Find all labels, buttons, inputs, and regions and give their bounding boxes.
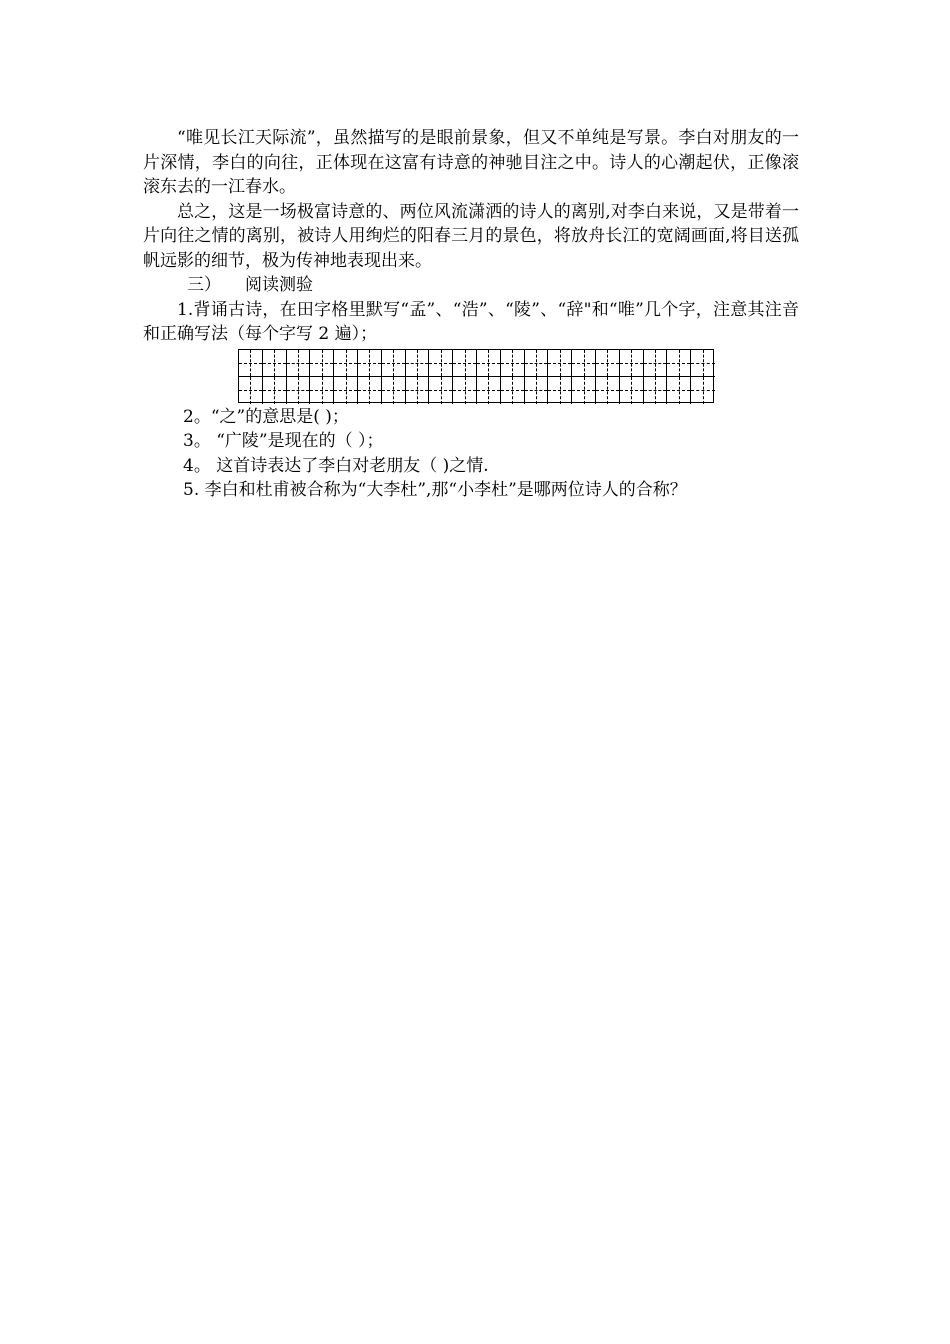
tianzige-cell	[525, 350, 549, 377]
tianzige-cell	[572, 377, 596, 404]
question-3: 3。 “广陵”是现在的（ ）；	[183, 431, 384, 451]
question-2: 2。“之”的意思是( )；	[183, 406, 349, 427]
tianzige-cell	[358, 350, 382, 377]
tianzige-cell	[406, 350, 430, 377]
tianzige-cell	[477, 350, 501, 377]
tianzige-cell	[525, 377, 549, 404]
tianzige-cell	[334, 350, 358, 377]
tianzige-cell	[548, 377, 572, 404]
tianzige-cell	[382, 377, 406, 404]
tianzige-cell	[620, 350, 644, 377]
tianzige-cell	[287, 350, 311, 377]
tianzige-cell	[667, 377, 691, 404]
question-4: 4。 这首诗表达了李白对老朋友（ )之情.	[183, 455, 489, 476]
tianzige-cell	[429, 377, 453, 404]
tianzige-cell	[358, 377, 382, 404]
tianzige-cell	[691, 350, 715, 377]
section-title: 阅读测验	[245, 275, 313, 295]
tianzige-cell	[477, 377, 501, 404]
tianzige-cell	[287, 377, 311, 404]
tianzige-cell	[691, 377, 715, 404]
tianzige-cell	[572, 350, 596, 377]
tianzige-cell	[263, 377, 287, 404]
tianzige-cell	[620, 377, 644, 404]
tianzige-cell	[548, 350, 572, 377]
tianzige-cell	[501, 377, 525, 404]
tianzige-grid-wrapper	[238, 349, 714, 403]
section-heading	[143, 273, 799, 298]
tianzige-cell	[596, 377, 620, 404]
tianzige-cell	[310, 350, 334, 377]
tianzige-cell	[596, 350, 620, 377]
tianzige-cell	[382, 350, 406, 377]
paragraph-2: 总之，这是一场极富诗意的、两位风流潇洒的诗人的离别,对李白来说，又是带着一片向往之情的离别，被诗人用绚烂的阳春三月的景色，将放舟长江的宽阔画面,将目送孤帆远影的细节，极为传神地表现出来。	[143, 201, 799, 271]
tianzige-cell	[429, 350, 453, 377]
tianzige-cell	[310, 377, 334, 404]
tianzige-cell	[501, 350, 525, 377]
tianzige-cell	[644, 377, 668, 404]
question-1: 1.背诵古诗，在田字格里默写“孟”、“浩”、“陵”、“辞"和“唯”几个字，注意其注音和正确写法（每个字写 2 遍）；	[143, 299, 799, 344]
tianzige-grid	[238, 349, 714, 403]
section-number: 三）	[187, 275, 221, 295]
question-5: 5. 李白和杜甫被合称为“大李杜”,那“小李杜”是哪两位诗人的合称？	[183, 480, 687, 500]
tianzige-cell	[644, 350, 668, 377]
tianzige-cell	[453, 377, 477, 404]
tianzige-cell	[239, 377, 263, 404]
tianzige-cell	[406, 377, 430, 404]
tianzige-cell	[334, 377, 358, 404]
tianzige-cell	[667, 350, 691, 377]
document-page	[143, 126, 799, 503]
tianzige-cell	[453, 350, 477, 377]
paragraph-1: “唯见长江天际流”，虽然描写的是眼前景象，但又不单纯是写景。李白对朋友的一片深情，李白的向往，正体现在这富有诗意的神驰目注之中。诗人的心潮起伏，正像滚滚东去的一江春水。	[143, 128, 799, 197]
tianzige-cell	[239, 350, 263, 377]
tianzige-cell	[263, 350, 287, 377]
